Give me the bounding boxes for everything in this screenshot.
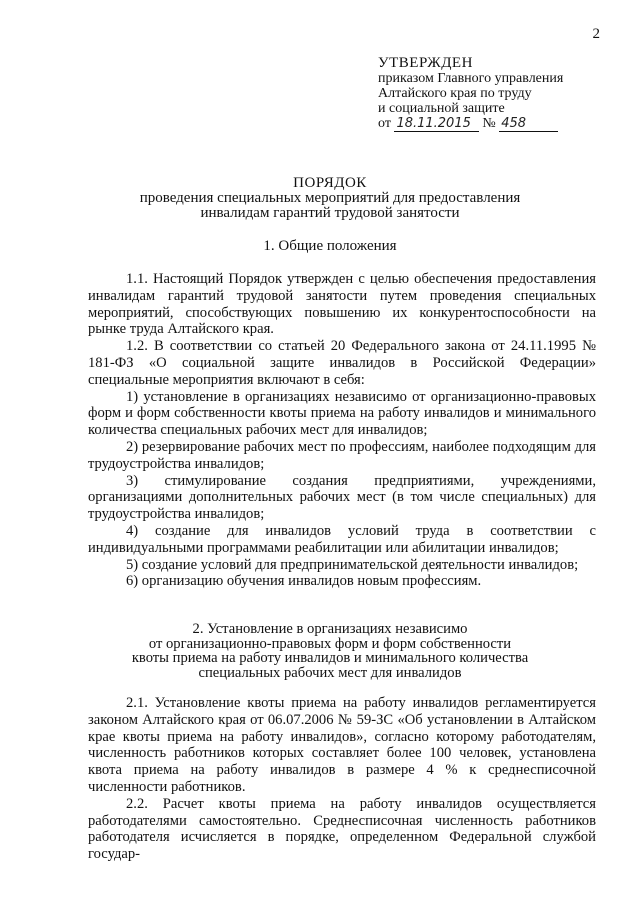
handwritten-number: 458	[501, 116, 527, 131]
approval-date-line	[378, 116, 618, 132]
list-item-4: 4) создание для инвалидов условий труда в соответствии с индивидуальными программами реабилитации или абилитации инвалидов;	[88, 522, 596, 556]
list-item-3: 3) стимулирование создания предприятиями, учреждениями, организациями дополнительных рабочих мест (в том числе специальных) для трудоустройства инвалидов;	[88, 472, 596, 523]
list-item-2: 2) резервирование рабочих мест по профессиям, наиболее подходящим для трудоустройства инвалидов;	[88, 438, 596, 472]
paragraph-1-2: 1.2. В соответствии со статьей 20 Федерального закона от 24.11.1995 № 181-ФЗ «О социальной защите инвалидов в Российской Федерации» специальные мероприятия включают в себя:	[88, 338, 596, 388]
approval-line-3: и социальной защите	[378, 101, 505, 116]
approval-line-1: приказом Главного управления	[378, 71, 564, 86]
page-number: 2	[592, 26, 600, 42]
list-item-5: 5) создание условий для предпринимательской деятельности инвалидов;	[126, 556, 579, 573]
number-prefix: №	[482, 116, 496, 131]
paragraph-1-1: 1.1. Настоящий Порядок утвержден с целью обеспечения предоставления инвалидам гарантий трудовой занятости путем проведения специальных мероприятий, способствующих повышению их конкурентоспособности на рынке труда Алтайского края.	[88, 271, 596, 338]
section-1-body	[88, 271, 596, 590]
title-line-2: инвалидам гарантий трудовой занятости	[200, 205, 460, 221]
title-heading: ПОРЯДОК	[293, 175, 367, 191]
approval-block	[378, 56, 618, 132]
list-item-6: 6) организацию обучения инвалидов новым профессиям.	[126, 573, 482, 590]
document-title	[60, 176, 600, 221]
paragraph-2-1: 2.1. Установление квоты приема на работу инвалидов регламентируется законом Алтайского края от 06.07.2006 № 59-ЗС «Об установлении в Алтайском крае квоты приема на работу инвалидов», согласно которому работодателям, численность работников которых составляет более 100 человек, установлена квота приема на работу инвалидов в размере 4 % к среднесписочной численности работников.	[88, 695, 596, 795]
section-2-heading-line-1: 2. Установление в организациях независимо	[192, 621, 468, 637]
handwritten-date: 18.11.2015	[396, 116, 471, 131]
list-item-1: 1) установление в организациях независимо от организационно-правовых форм и форм собственности квоты приема на работу инвалидов и минимального количества специальных рабочих мест для инвалидов;	[88, 388, 596, 439]
section-2-body	[88, 695, 596, 863]
section-1-heading: 1. Общие положения	[263, 238, 397, 254]
section-2-heading-line-3: квоты приема на работу инвалидов и минимального количества	[131, 650, 529, 667]
section-2-heading	[60, 622, 600, 680]
title-line-1: проведения специальных мероприятий для предоставления	[139, 190, 521, 206]
approval-heading: УТВЕРЖДЕН	[378, 55, 473, 71]
approval-line-2: Алтайского края по труду	[378, 86, 532, 101]
section-2-heading-line-4: специальных рабочих мест для инвалидов	[198, 664, 462, 681]
section-2-heading-line-2: от организационно-правовых форм и форм собственности	[148, 635, 512, 652]
date-prefix: от	[378, 116, 391, 131]
paragraph-2-2: 2.2. Расчет квоты приема на работу инвалидов осуществляется работодателями самостоятельно. Среднесписочная численность работников работодателя исчисляется в порядке, определенном Федеральной службой государ-	[88, 795, 596, 863]
